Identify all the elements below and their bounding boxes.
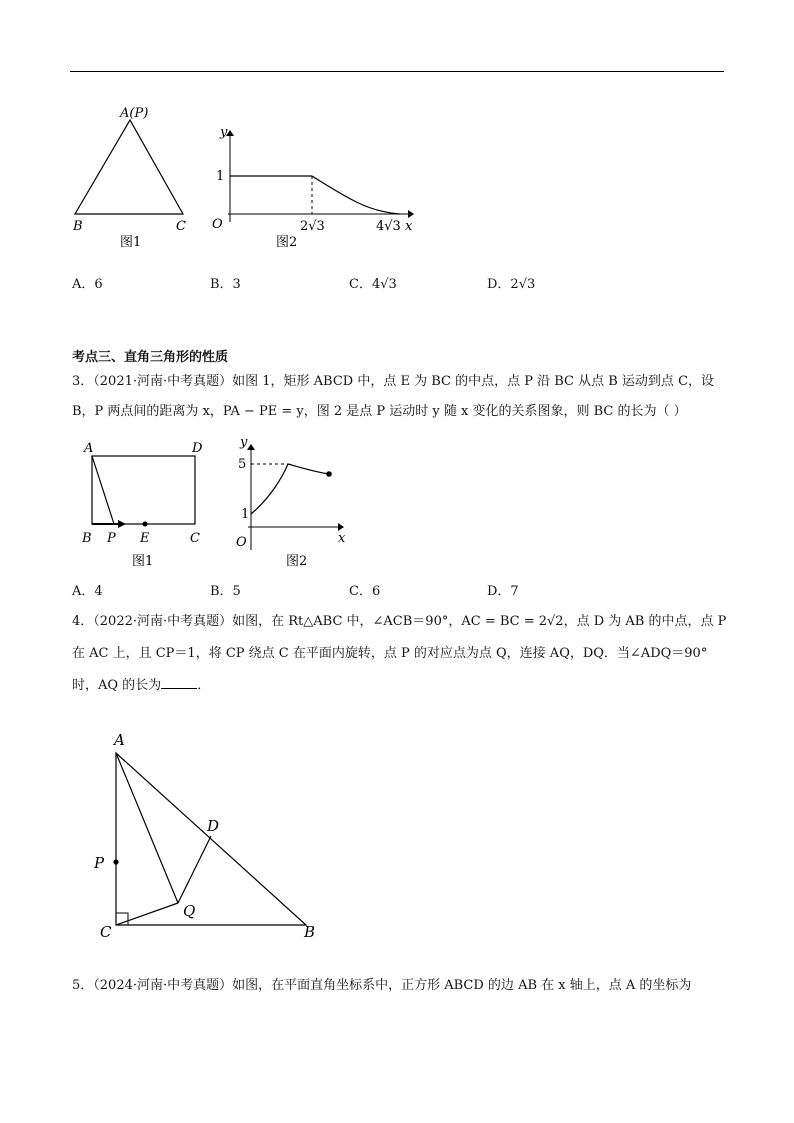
q2-figures bbox=[60, 100, 420, 250]
q3-label-b: B bbox=[82, 531, 92, 546]
q4-line3-end: ． bbox=[197, 678, 211, 693]
q2-origin: O bbox=[212, 217, 223, 232]
q3-arrow-head bbox=[118, 520, 126, 528]
q3-option-d: D．7 bbox=[487, 584, 519, 599]
q3-option-c: C．6 bbox=[349, 584, 381, 599]
q4-label-d: D bbox=[207, 817, 220, 835]
q4-triangle bbox=[116, 753, 306, 925]
q2-x2: 4√3 bbox=[376, 219, 401, 234]
q4-label-b: B bbox=[304, 923, 316, 941]
q2-y-one: 1 bbox=[216, 169, 225, 184]
q4-segment-cq bbox=[116, 903, 178, 925]
q2-option-c: C．4√3 bbox=[349, 277, 397, 292]
q3-fig2-caption: 图2 bbox=[286, 554, 308, 569]
q2-curve bbox=[312, 176, 400, 214]
q3-figures bbox=[70, 432, 370, 572]
q2-triangle bbox=[75, 120, 183, 214]
q3-option-b: B．5 bbox=[210, 584, 241, 599]
q4-point-p bbox=[113, 859, 118, 864]
q4-line3-text: 时，AQ 的长为 bbox=[72, 678, 162, 693]
q3-y-one: 1 bbox=[241, 507, 250, 522]
q4-line2: 在 AC 上，且 CP＝1，将 CP 绕点 C 在平面内旋转，点 P 的对应点为点 Q，连接 AQ，DQ．当∠ADQ＝90° bbox=[72, 646, 708, 661]
q3-fig1-caption: 图1 bbox=[132, 554, 154, 569]
q3-end-point bbox=[326, 471, 332, 477]
q3-x-label: x bbox=[338, 531, 346, 546]
q2-x1: 2√3 bbox=[300, 219, 325, 234]
q2-option-a: A．6 bbox=[72, 277, 103, 292]
q2-x-arrow bbox=[408, 210, 414, 218]
q4-label-p: P bbox=[94, 854, 105, 872]
q4-figure bbox=[90, 725, 340, 945]
q3-origin: O bbox=[236, 535, 247, 550]
q4-label-a: A bbox=[114, 731, 125, 749]
q3-y-label: y bbox=[240, 435, 248, 450]
q4-label-q: Q bbox=[183, 902, 196, 920]
section-title: 考点三、直角三角形的性质 bbox=[72, 350, 229, 365]
q3-label-p: P bbox=[107, 531, 116, 546]
q4-line3 bbox=[72, 676, 210, 696]
q2-fig2-caption: 图2 bbox=[276, 235, 298, 250]
q2-label-c: C bbox=[176, 219, 186, 234]
q2-x-label: x bbox=[405, 219, 413, 234]
q3-y-five: 5 bbox=[238, 457, 247, 472]
q3-label-e: E bbox=[140, 531, 150, 546]
q3-point-e bbox=[143, 522, 148, 527]
q2-label-ap: A(P) bbox=[120, 106, 149, 121]
q4-segment-aq bbox=[116, 753, 178, 903]
q3-x-arrow bbox=[338, 523, 344, 531]
header-rule bbox=[70, 71, 724, 72]
q2-y-label: y bbox=[220, 125, 228, 140]
q2-option-b: B．3 bbox=[210, 277, 241, 292]
q3-label-a: A bbox=[84, 441, 94, 456]
q3-label-c: C bbox=[190, 531, 200, 546]
q4-label-c: C bbox=[100, 923, 112, 941]
q2-option-d: D．2√3 bbox=[487, 277, 536, 292]
q3-line2: B，P 两点间的距离为 x，PA − PE = y，图 2 是点 P 运动时 y 随 x 变化的关系图象，则 BC 的长为（ ） bbox=[72, 404, 687, 419]
q3-rectangle bbox=[92, 456, 195, 524]
q3-y-arrow bbox=[247, 444, 255, 450]
q3-curve-fall bbox=[288, 464, 329, 474]
q3-segment-pa bbox=[92, 456, 114, 524]
q3-label-d: D bbox=[192, 441, 203, 456]
q4-answer-blank[interactable] bbox=[161, 676, 197, 689]
q5-line1: 5．（2024·河南·中考真题）如图，在平面直角坐标系中，正方形 ABCD 的边 AB 在 x 轴上，点 A 的坐标为 bbox=[72, 978, 692, 993]
q4-line1: 4．（2022·河南·中考真题）如图，在 Rt△ABC 中，∠ACB＝90°，AC = BC = 2√2，点 D 为 AB 的中点，点 P bbox=[72, 614, 727, 629]
q3-option-a: A．4 bbox=[72, 584, 103, 599]
q3-curve-rise bbox=[251, 464, 288, 514]
q4-segment-qd bbox=[178, 836, 211, 903]
q2-label-b: B bbox=[73, 219, 83, 234]
q2-fig1-caption: 图1 bbox=[120, 235, 142, 250]
q3-line1: 3．（2021·河南·中考真题）如图 1，矩形 ABCD 中，点 E 为 BC 的中点，点 P 沿 BC 从点 B 运动到点 C，设 bbox=[72, 374, 715, 389]
